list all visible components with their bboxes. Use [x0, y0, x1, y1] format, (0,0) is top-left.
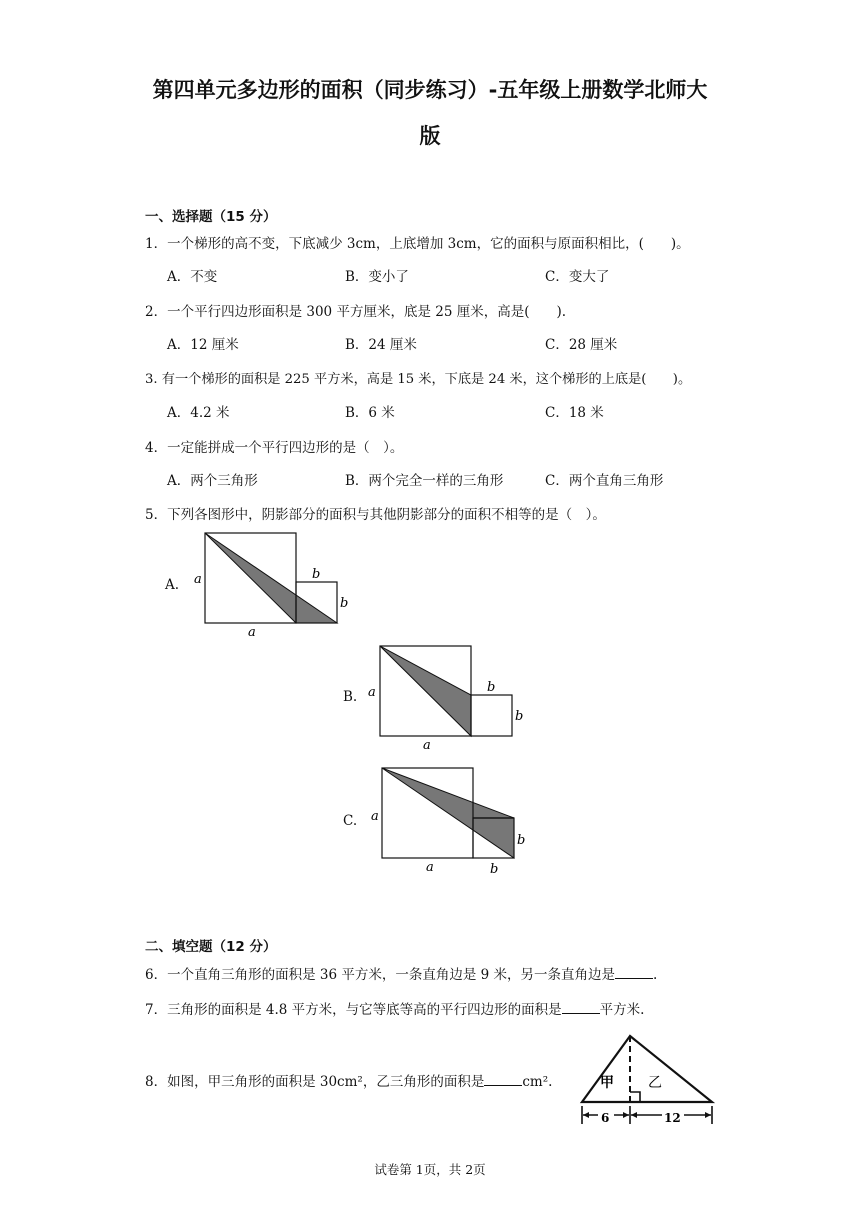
- label-a-bottom: a: [248, 625, 256, 640]
- question-6: [145, 963, 657, 983]
- label-length-6: 6: [601, 1111, 610, 1125]
- label-a-side: a: [371, 809, 379, 824]
- page-title-continued: 版: [419, 124, 441, 148]
- question-7: [145, 998, 644, 1018]
- page-footer: 试卷第 1页，共 2页: [374, 1162, 486, 1177]
- label-a-side: a: [368, 685, 376, 700]
- answer-blank-6[interactable]: [615, 966, 653, 979]
- section-heading-fill: 二、填空题（12 分）: [145, 939, 277, 955]
- answer-blank-7[interactable]: [562, 1001, 600, 1014]
- q4-option-c: C．两个直角三角形: [545, 473, 664, 489]
- question-7-end: 平方米.: [599, 1002, 645, 1018]
- label-a-bottom: a: [426, 860, 434, 875]
- q1-option-a: A．不变: [167, 269, 218, 285]
- shaded-triangle: [382, 768, 514, 858]
- q5-option-c: C.: [343, 813, 358, 829]
- label-b-side: b: [515, 709, 524, 724]
- question-3: 3. 有一个梯形的面积是 225 平方米，高是 15 米，下底是 24 米，这个梯形的上底是( )。: [145, 372, 692, 387]
- label-b-side: b: [517, 833, 526, 848]
- label-b-top: b: [312, 567, 321, 582]
- q8-triangle-figure: [578, 1030, 718, 1128]
- q3-option-c: C．18 米: [545, 405, 604, 421]
- square-b: [471, 695, 512, 736]
- question-2: 2．一个平行四边形面积是 300 平方厘米，底是 25 厘米，高是( ).: [145, 304, 567, 320]
- big-triangle: [582, 1036, 712, 1102]
- page-title: 第四单元多边形的面积（同步练习）-五年级上册数学北师大: [152, 78, 708, 102]
- question-8-end: cm².: [522, 1074, 553, 1090]
- label-length-12: 12: [664, 1111, 681, 1125]
- answer-blank-8[interactable]: [484, 1073, 522, 1086]
- label-b-top: b: [487, 680, 496, 695]
- question-7-text: 7．三角形的面积是 4.8 平方米，与它等底等高的平行四边形的面积是: [145, 1002, 562, 1018]
- section-heading-choice: 一、选择题（15 分）: [145, 209, 277, 225]
- question-5: 5．下列各图形中，阴影部分的面积与其他阴影部分的面积不相等的是（ ）。: [145, 507, 606, 523]
- label-b-bottom: b: [490, 862, 499, 877]
- q4-option-b: B．两个完全一样的三角形: [345, 473, 504, 489]
- question-8: [145, 1070, 552, 1090]
- q3-option-b: B．6 米: [345, 405, 395, 421]
- q4-option-a: A．两个三角形: [167, 473, 258, 489]
- question-4: 4．一定能拼成一个平行四边形的是（ ）。: [145, 440, 404, 456]
- q1-option-b: B．变小了: [345, 269, 409, 285]
- q5-figure-c: [362, 760, 537, 880]
- shaded-triangle: [380, 646, 471, 736]
- right-angle-mark: [630, 1092, 640, 1102]
- q5-figure-a: [185, 525, 360, 640]
- q2-option-b: B．24 厘米: [345, 337, 417, 353]
- q5-option-a: A.: [165, 577, 180, 593]
- question-6-end: .: [653, 967, 658, 983]
- q1-option-c: C．变大了: [545, 269, 610, 285]
- q5-figure-b: [360, 638, 535, 753]
- label-a-bottom: a: [423, 738, 431, 753]
- label-b-side: b: [340, 596, 349, 611]
- label-yi: 乙: [648, 1075, 662, 1091]
- question-6-text: 6．一个直角三角形的面积是 36 平方米，一条直角边是 9 米，另一条直角边是: [145, 967, 616, 983]
- question-8-text: 8．如图，甲三角形的面积是 30cm²，乙三角形的面积是: [145, 1074, 485, 1090]
- question-1: 1．一个梯形的高不变，下底减少 3cm，上底增加 3cm，它的面积与原面积相比，( )。: [145, 236, 690, 252]
- q5-option-b: B.: [343, 689, 358, 705]
- q3-option-a: A．4.2 米: [167, 405, 230, 421]
- label-jia: 甲: [600, 1075, 614, 1091]
- q2-option-c: C．28 厘米: [545, 337, 618, 353]
- label-a-side: a: [194, 572, 202, 587]
- q2-option-a: A．12 厘米: [167, 337, 239, 353]
